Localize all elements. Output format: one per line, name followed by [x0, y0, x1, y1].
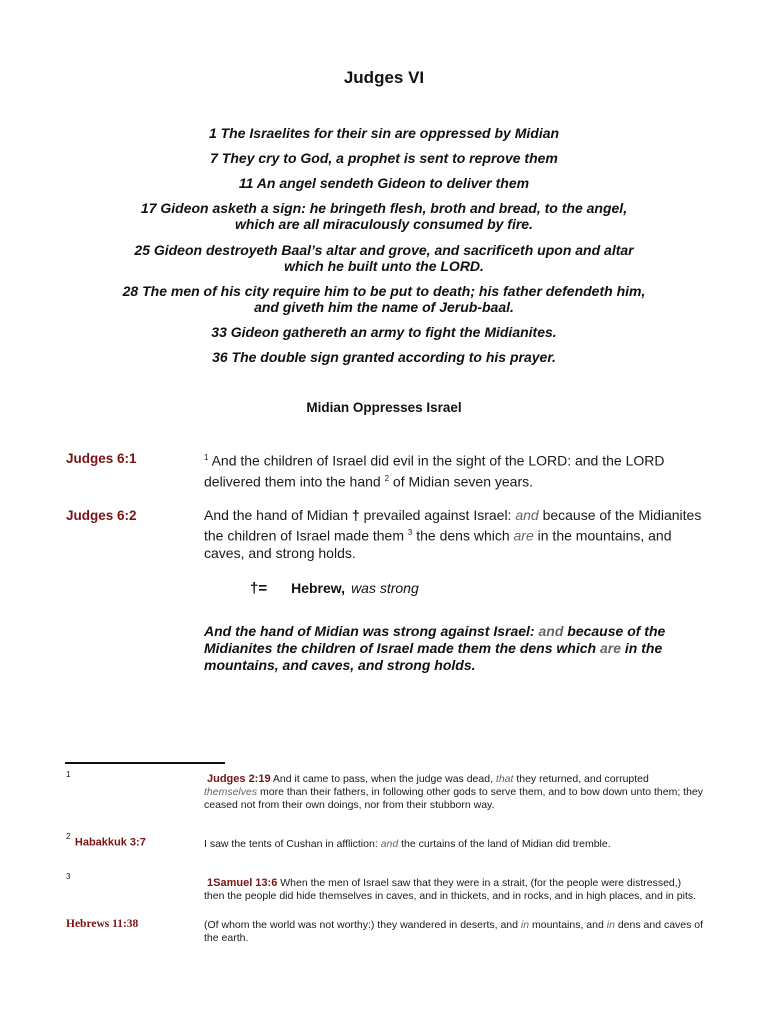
- hebrew-label: Hebrew,: [291, 580, 346, 596]
- footnote-3: 1Samuel 13:6 When the men of Israel saw that they were in a strait, (for the people were distressed,) then the people did hide themselves in caves, and in thickets, and in rocks, and in high places, and in pits.: [204, 877, 697, 902]
- dagger-equals-marker: †=: [250, 580, 268, 597]
- footnote-1: Judges 2:19 And it came to pass, when the judge was dead, that they returned, and corrupted themselves more than their fathers, in following other gods to serve them, and to bow down unto them; they ceased not from their own doings, nor from their stubborn way.: [204, 773, 704, 811]
- footnote-marker-3[interactable]: 3: [407, 528, 413, 537]
- footnote-3-ref[interactable]: 1Samuel 13:6: [207, 877, 278, 889]
- verse-ref-6-1: Judges 6:1: [66, 451, 137, 466]
- section-heading: Midian Oppresses Israel: [306, 400, 462, 415]
- dagger-icon: †: [351, 507, 360, 523]
- summary-line-33: 33 Gideon gathereth an army to fight the Midianites.: [211, 324, 557, 340]
- footnote-number-1: 1: [66, 770, 71, 779]
- verse-text-6-2: And the hand of Midian † prevailed against Israel: and because of the Midianites the children of Israel made them $^3$ the dens which are in the mountains, and caves, and strong holds.: [204, 507, 702, 561]
- summary-line-7: 7 They cry to God, a prophet is sent to reprove them: [210, 150, 558, 166]
- footnote-number-2: 2: [66, 832, 71, 841]
- summary-line-36: 36 The double sign granted according to his prayer.: [212, 349, 556, 365]
- footnote-number-3: 3: [66, 872, 71, 881]
- literal-rendering: And the hand of Midian was strong against Israel: and because of the Midianites the children of Israel made them the dens which are in the mountains, and caves, and strong holds.: [204, 623, 666, 673]
- verse-text-6-1: $^1$ And the children of Israel did evil in the sight of the LORD: and the LORD delivered them into the hand $^2$ of Midian seven years.: [204, 452, 665, 490]
- hebrew-value: was strong: [351, 580, 419, 596]
- footnote-2-label: [66, 832, 146, 850]
- footnote-4-ref[interactable]: Hebrews 11:38: [66, 918, 139, 930]
- footnote-2: I saw the tents of Cushan in affliction: and the curtains of the land of Midian did tremble.: [204, 838, 611, 850]
- footnote-marker-2[interactable]: 2: [384, 473, 390, 483]
- summary-line-17: 17 Gideon asketh a sign: he bringeth flesh, broth and bread, to the angel, which are all miraculously consumed by fire.: [140, 200, 628, 232]
- summary-line-11: 11 An angel sendeth Gideon to deliver them: [238, 175, 530, 191]
- summary-line-25: 25 Gideon destroyeth Baal’s altar and grove, and sacrificeth upon and altar which he built unto the LORD.: [134, 242, 634, 274]
- footnote-marker-1[interactable]: 1: [204, 453, 209, 462]
- verse-ref-6-2: Judges 6:2: [66, 508, 137, 523]
- footnote-1-ref[interactable]: Judges 2:19: [207, 773, 271, 785]
- page-title: Judges VI: [343, 68, 425, 87]
- summary-line-1: 1 The Israelites for their sin are oppressed by Midian: [208, 125, 560, 141]
- hebrew-note: [250, 580, 419, 597]
- footnote-2-ref[interactable]: Habakkuk 3:7: [74, 836, 146, 849]
- footnote-4: (Of whom the world was not worthy:) they wandered in deserts, and in mountains, and in dens and caves of the earth.: [204, 919, 704, 944]
- summary-line-28: 28 The men of his city require him to be put to death; his father defendeth him, and giveth him the name of Jerub-baal.: [122, 283, 646, 315]
- footnote-separator: [65, 762, 225, 764]
